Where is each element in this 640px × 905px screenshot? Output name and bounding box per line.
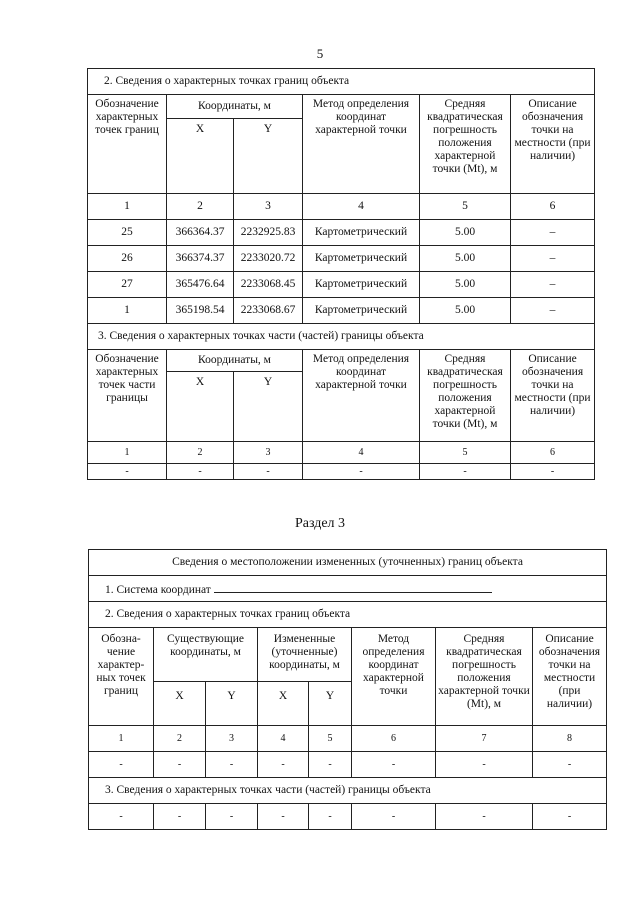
point-id: 25 (88, 220, 167, 246)
mt: 5.00 (420, 220, 511, 246)
col-num: 8 (533, 726, 607, 752)
col-num: 3 (234, 194, 303, 220)
col-num: 6 (352, 726, 436, 752)
coord-y: 2232925.83 (234, 220, 303, 246)
coord-system-row (89, 576, 607, 602)
empty-cell: - (436, 752, 533, 778)
header-x: X (167, 119, 234, 194)
sub-header-x: X (167, 372, 234, 442)
mt: 5.00 (420, 272, 511, 298)
empty-cell: - (420, 464, 511, 480)
empty-cell: - (89, 752, 154, 778)
header-existing-x: X (154, 682, 206, 726)
empty-cell: - (258, 752, 309, 778)
col-num: 5 (420, 194, 511, 220)
column-numbers-row (88, 194, 595, 220)
sub-column-numbers-row (88, 442, 595, 464)
table-row (88, 298, 595, 324)
empty-cell: - (167, 464, 234, 480)
col-num: 1 (89, 726, 154, 752)
description: – (511, 220, 595, 246)
empty-cell: - (533, 752, 607, 778)
header-changed-y: Y (309, 682, 352, 726)
col-num: 4 (303, 442, 420, 464)
table2-subtitle: 2. Сведения о характерных точках границ объекта (89, 602, 607, 628)
table1-section3-title: 3. Сведения о характерных точках части (частей) границы объекта (88, 324, 595, 350)
coord-x: 366364.37 (167, 220, 234, 246)
header-designation: Обозначение характерных точек границ (88, 95, 167, 194)
boundary-points-table (87, 68, 595, 480)
col-num: 3 (206, 726, 258, 752)
mt: 5.00 (420, 246, 511, 272)
method: Картометрический (303, 220, 420, 246)
table-row (89, 752, 607, 778)
empty-cell: - (234, 464, 303, 480)
col-num: 7 (436, 726, 533, 752)
header-existing: Существующие координаты, м (154, 628, 258, 682)
coord-x: 365198.54 (167, 298, 234, 324)
col-num: 2 (167, 442, 234, 464)
sub-header-description: Описание обозначения точки на местности (при наличии) (511, 350, 595, 442)
coord-y: 2233020.72 (234, 246, 303, 272)
col-num: 2 (167, 194, 234, 220)
empty-cell: - (352, 804, 436, 830)
empty-cell: - (154, 804, 206, 830)
header-changed: Измененные (уточненные) координаты, м (258, 628, 352, 682)
empty-cell: - (533, 804, 607, 830)
empty-cell: - (258, 804, 309, 830)
col-num: 3 (234, 442, 303, 464)
empty-cell: - (206, 752, 258, 778)
description: – (511, 272, 595, 298)
table2-title: Сведения о местоположении измененных (уточненных) границ объекта (89, 550, 607, 576)
table2-section3-title: 3. Сведения о характерных точках части (частей) границы объекта (89, 778, 607, 804)
table-row (88, 246, 595, 272)
point-id: 26 (88, 246, 167, 272)
column-numbers-row (89, 726, 607, 752)
point-id: 1 (88, 298, 167, 324)
empty-cell: - (309, 804, 352, 830)
sub-header-method: Метод определения координат характерной точки (303, 350, 420, 442)
col-num: 5 (420, 442, 511, 464)
header-method: Метод определения координат характерной точки (303, 95, 420, 194)
description: – (511, 298, 595, 324)
method: Картометрический (303, 272, 420, 298)
empty-cell: - (89, 804, 154, 830)
col-num: 2 (154, 726, 206, 752)
coord-x: 365476.64 (167, 272, 234, 298)
col-num: 1 (88, 194, 167, 220)
header-coords: Координаты, м (167, 95, 303, 119)
mt: 5.00 (420, 298, 511, 324)
coord-x: 366374.37 (167, 246, 234, 272)
table-row (88, 464, 595, 480)
point-id: 27 (88, 272, 167, 298)
table-row (88, 220, 595, 246)
section-heading: Раздел 3 (294, 516, 346, 531)
header-designation: Обозна-чение характер-ных точек границ (89, 628, 154, 726)
header-y: Y (234, 119, 303, 194)
col-num: 4 (258, 726, 309, 752)
page-number: 5 (316, 46, 324, 61)
col-num: 1 (88, 442, 167, 464)
col-num: 5 (309, 726, 352, 752)
empty-cell: - (511, 464, 595, 480)
col-num: 6 (511, 442, 595, 464)
coord-y: 2233068.67 (234, 298, 303, 324)
empty-cell: - (436, 804, 533, 830)
table-row (88, 272, 595, 298)
header-description: Описание обозначения точки на местности (при наличии) (511, 95, 595, 194)
empty-cell: - (309, 752, 352, 778)
description: – (511, 246, 595, 272)
empty-cell: - (154, 752, 206, 778)
table-row (89, 804, 607, 830)
header-existing-y: Y (206, 682, 258, 726)
header-description: Описание обозначения точки на местности (при наличии) (533, 628, 607, 726)
col-num: 4 (303, 194, 420, 220)
header-error: Средняя квадратическая погрешность положения характерной точки (Mt), м (420, 95, 511, 194)
empty-cell: - (352, 752, 436, 778)
coord-system-label: 1. Система координат (105, 583, 211, 596)
empty-cell: - (206, 804, 258, 830)
changed-boundaries-table (88, 549, 607, 830)
method: Картометрический (303, 298, 420, 324)
header-changed-x: X (258, 682, 309, 726)
coord-y: 2233068.45 (234, 272, 303, 298)
header-error: Средняя квадратическая погрешность положения характерной точки (Mt), м (436, 628, 533, 726)
header-method: Метод определения координат характерной точки (352, 628, 436, 726)
sub-header-error: Средняя квадратическая погрешность положения характерной точки (Mt), м (420, 350, 511, 442)
method: Картометрический (303, 246, 420, 272)
col-num: 6 (511, 194, 595, 220)
sub-header-y: Y (234, 372, 303, 442)
sub-header-coords: Координаты, м (167, 350, 303, 372)
coord-system-blank (214, 581, 492, 593)
empty-cell: - (303, 464, 420, 480)
sub-header-designation: Обозначение характерных точек части границы (88, 350, 167, 442)
empty-cell: - (88, 464, 167, 480)
table1-title: 2. Сведения о характерных точках границ объекта (88, 69, 595, 95)
